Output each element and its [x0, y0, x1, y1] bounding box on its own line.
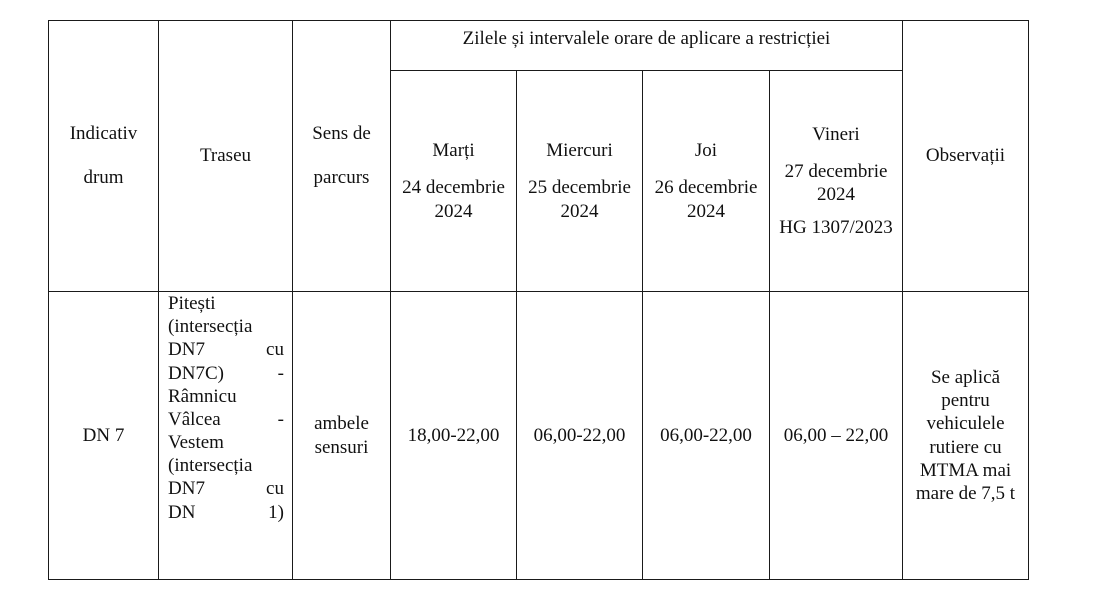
header-traseu: Traseu	[159, 21, 293, 292]
traseu-line: DN7C) -	[168, 362, 284, 384]
day-date: 25 decembrie 2024	[528, 177, 631, 222]
day-name: Joi	[694, 140, 718, 162]
day-date: 26 decembrie 2024	[654, 177, 758, 222]
day-name: Marți	[432, 140, 475, 162]
cell-observatii: Se aplică pentru vehiculele rutiere cu MTMA mai mare de 7,5 t	[903, 292, 1029, 580]
restriction-table	[48, 20, 1029, 580]
traseu-line: (intersecția	[168, 316, 253, 338]
header-sens-de-parcurs: Sens de parcurs	[293, 21, 391, 292]
header-zile-intervale: Zilele și intervalele orare de aplicare a restricției	[391, 21, 903, 71]
day-note: HG 1307/2023	[779, 217, 893, 239]
traseu-line: Râmnicu	[168, 385, 237, 407]
day-date: 27 decembrie 2024	[784, 160, 888, 205]
traseu-line: DN 1)	[168, 501, 284, 523]
header-day-marti	[391, 71, 517, 292]
cell-indicativ: DN 7	[49, 292, 159, 580]
traseu-line: Vestem	[168, 432, 224, 454]
cell-interval-joi: 06,00-22,00	[643, 292, 770, 580]
cell-sens: ambele sensuri	[293, 292, 391, 580]
cell-traseu	[159, 292, 293, 580]
traseu-line: DN7 cu	[168, 339, 284, 361]
day-name: Vineri	[812, 123, 860, 145]
header-observatii: Observații	[903, 21, 1029, 292]
traseu-line: Vâlcea -	[168, 408, 284, 430]
cell-interval-vineri: 06,00 – 22,00	[770, 292, 903, 580]
cell-interval-marti: 18,00-22,00	[391, 292, 517, 580]
header-day-miercuri	[517, 71, 643, 292]
cell-interval-miercuri: 06,00-22,00	[517, 292, 643, 580]
header-day-joi	[643, 71, 770, 292]
traseu-line: Pitești	[168, 293, 216, 314]
traseu-line: (intersecția	[168, 455, 253, 477]
header-day-vineri	[770, 71, 903, 292]
traseu-line: DN7 cu	[168, 478, 284, 500]
day-date: 24 decembrie 2024	[402, 177, 505, 222]
header-indicativ-drum: Indicativ drum	[49, 21, 159, 292]
day-name: Miercuri	[546, 140, 613, 162]
